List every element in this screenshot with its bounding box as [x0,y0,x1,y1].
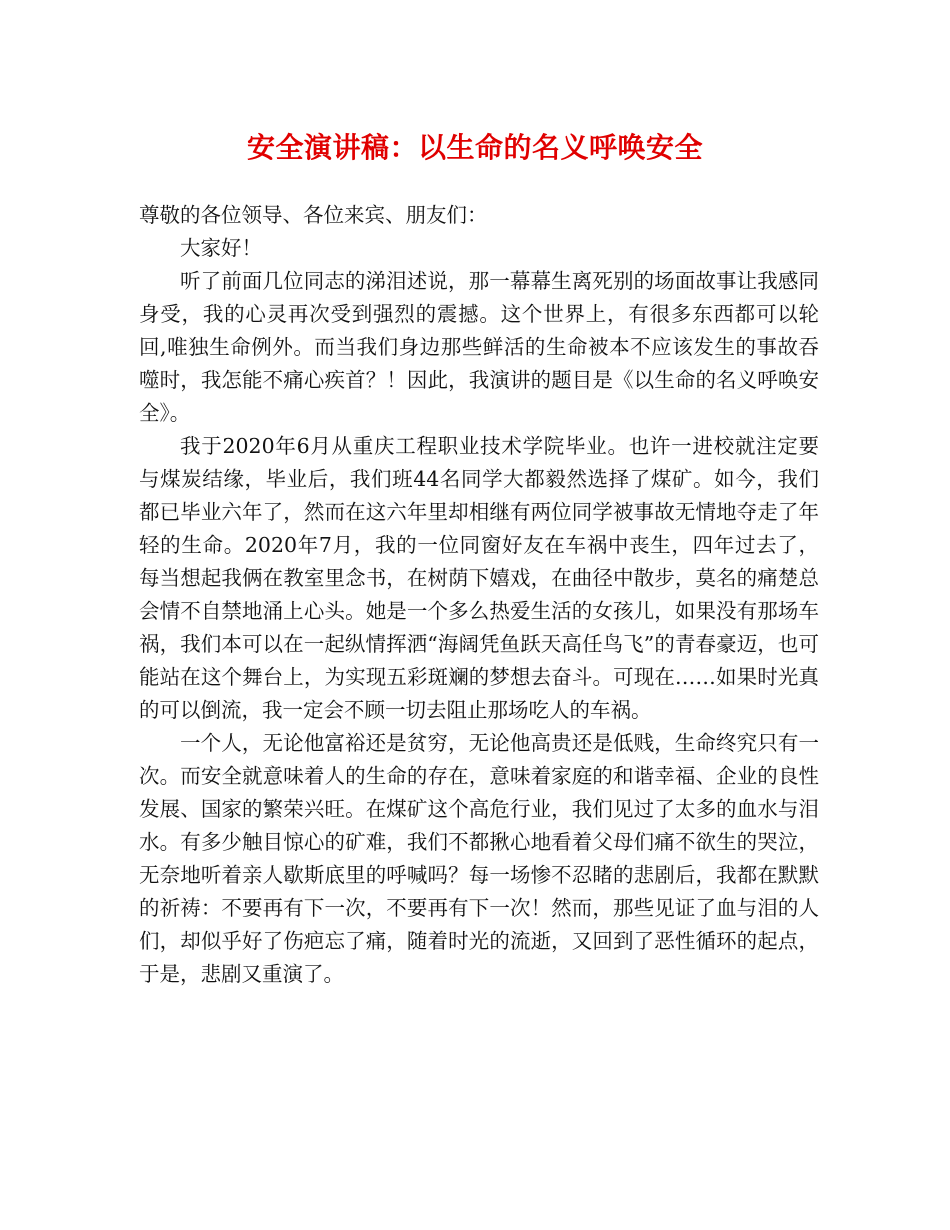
body-paragraph: 我于2020年6月从重庆工程职业技术学院毕业。也许一进校就注定要与煤炭结缘，毕业后，我们班44名同学大都毅然选择了煤矿。如今，我们都已毕业六年了，然而在这六年里却相继有两位同学被事故无情地夺走了年轻的生命。2020年7月，我的一位同窗好友在车祸中丧生，四年过去了，每当想起我俩在教室里念书，在树荫下嬉戏，在曲径中散步，莫名的痛楚总会情不自禁地涌上心头。她是一个多么热爱生活的女孩儿，如果没有那场车祸，我们本可以在一起纵情挥洒“海阔凭鱼跃天高任鸟飞”的青春豪迈，也可能站在这个舞台上，为实现五彩斑斓的梦想去奋斗。可现在……如果时光真的可以倒流，我一定会不顾一切去阻止那场吃人的车祸。 [139,434,819,722]
document-title: 安全演讲稿：以生命的名义呼唤安全 [246,131,703,164]
greeting-line: 大家好！ [180,236,262,260]
body-paragraph: 一个人，无论他富裕还是贫穷，无论他高贵还是低贱，生命终究只有一次。而安全就意味着人的生命的存在，意味着家庭的和谐幸福、企业的良性发展、国家的繁荣兴旺。在煤矿这个高危行业，我们见过了太多的血水与泪水。有多少触目惊心的矿难，我们不都揪心地看着父母们痛不欲生的哭泣，无奈地听着亲人歇斯底里的呼喊吗？每一场惨不忍睹的悲剧后，我都在默默的祈祷：不要再有下一次，不要再有下一次！然而，那些见证了血与泪的人们，却似乎好了伤疤忘了痛，随着时光的流逝，又回到了恶性循环的起点，于是，悲剧又重演了。 [139,731,819,986]
document-body [139,199,819,991]
salutation-line: 尊敬的各位领导、各位来宾、朋友们： [139,203,488,227]
body-paragraph: 听了前面几位同志的涕泪述说，那一幕幕生离死别的场面故事让我感同身受，我的心灵再次受到强烈的震撼。这个世界上，有很多东西都可以轮回,唯独生命例外。而当我们身边那些鲜活的生命被本不应该发生的事故吞噬时，我怎能不痛心疾首？！因此，我演讲的题目是《以生命的名义呼唤安全》。 [139,269,819,425]
